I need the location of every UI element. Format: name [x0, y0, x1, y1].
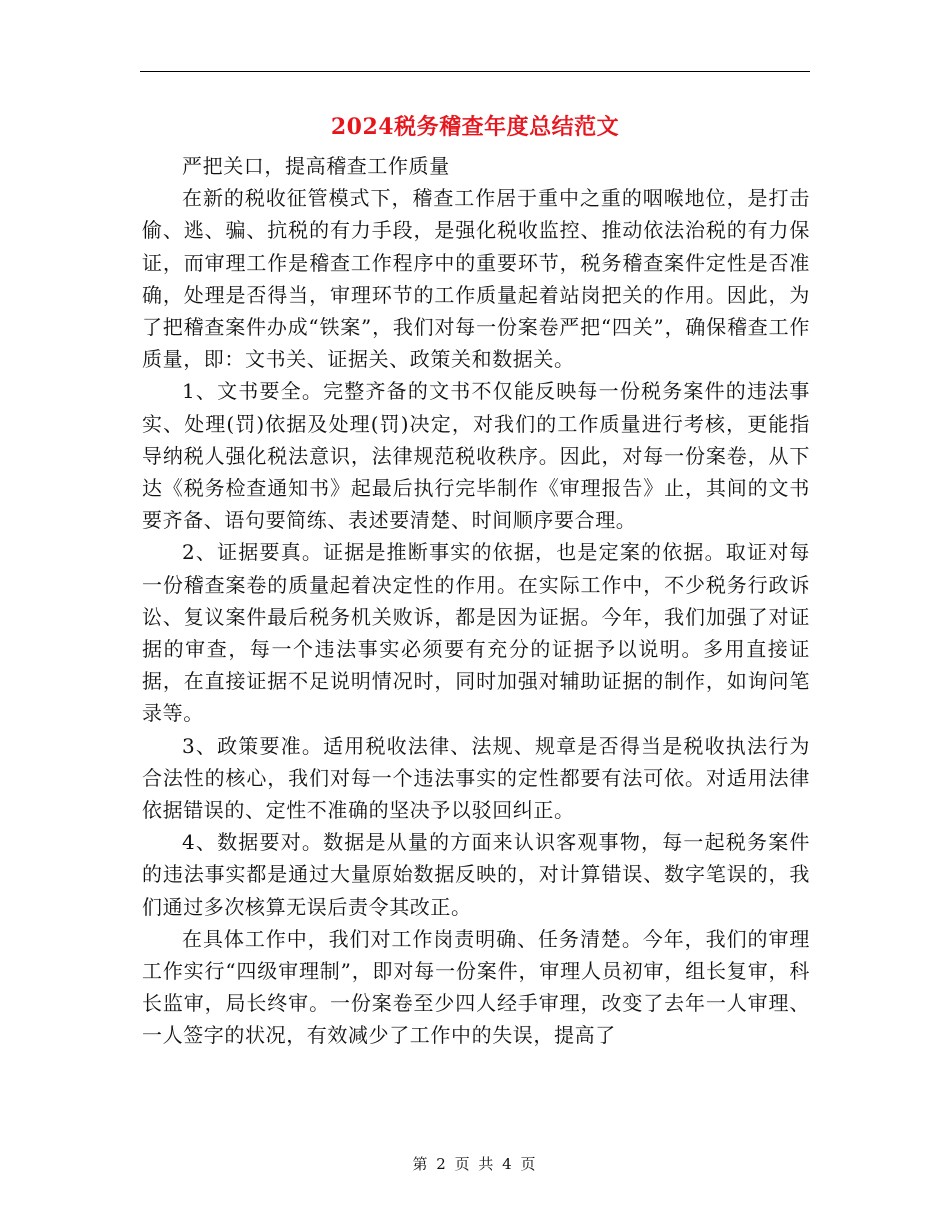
- document-body: [142, 150, 810, 1052]
- body-paragraph: 4、数据要对。数据是从量的方面来认识客观事物，每一起税务案件的违法事实都是通过大量原始数据反映的，对计算错误、数字笔误的，我们通过多次核算无误后责令其改正。: [142, 830, 810, 919]
- page-number-footer: 第 2 页 共 4 页: [412, 1155, 538, 1173]
- section-heading: 严把关口，提高稽查工作质量: [182, 154, 450, 178]
- body-paragraph: 1、文书要全。完整齐备的文书不仅能反映每一份税务案件的违法事实、处理(罚)依据及处理(罚)决定，对我们的工作质量进行考核，更能指导纳税人强化税法意识，法律规范税收秩序。因此，对每一份案卷，从下达《税务检查通知书》起最后执行完毕制作《审理报告》止，其间的文书要齐备、语句要简练、表述要清楚、时间顺序要合理。: [142, 379, 810, 533]
- body-paragraph: 3、政策要准。适用税收法律、法规、规章是否得当是税收执法行为合法性的核心，我们对每一个违法事实的定性都要有法可依。对适用法律依据错误的、定性不准确的坚决予以驳回纠正。: [142, 733, 810, 823]
- document-title: 2024税务稽查年度总结范文: [330, 114, 620, 140]
- body-paragraph: 在新的税收征管模式下，稽查工作居于重中之重的咽喉地位，是打击偷、逃、骗、抗税的有力手段，是强化税收监控、推动依法治税的有力保证，而审理工作是稽查工作程序中的重要环节，税务稽查案件定性是否准确，处理是否得当，审理环节的工作质量起着站岗把关的作用。因此，为了把稽查案件办成“铁案”，我们对每一份案卷严把“四关”，确保稽查工作质量，即：文书关、证据关、政策关和数据关。: [142, 186, 810, 372]
- header-rule: [140, 71, 810, 72]
- body-paragraph: 在具体工作中，我们对工作岗责明确、任务清楚。今年，我们的审理工作实行“四级审理制”，即对每一份案件，审理人员初审，组长复审，科长监审，局长终审。一份案卷至少四人经手审理，改变了去年一人审理、一人签字的状况，有效减少了工作中的失误，提高了: [142, 926, 810, 1048]
- body-paragraph: 2、证据要真。证据是推断事实的依据，也是定案的依据。取证对每一份稽查案卷的质量起着决定性的作用。在实际工作中，不少税务行政诉讼、复议案件最后税务机关败诉，都是因为证据。今年，我们加强了对证据的审查，每一个违法事实必须要有充分的证据予以说明。多用直接证据，在直接证据不足说明情况时，同时加强对辅助证据的制作，如询问笔录等。: [142, 540, 810, 726]
